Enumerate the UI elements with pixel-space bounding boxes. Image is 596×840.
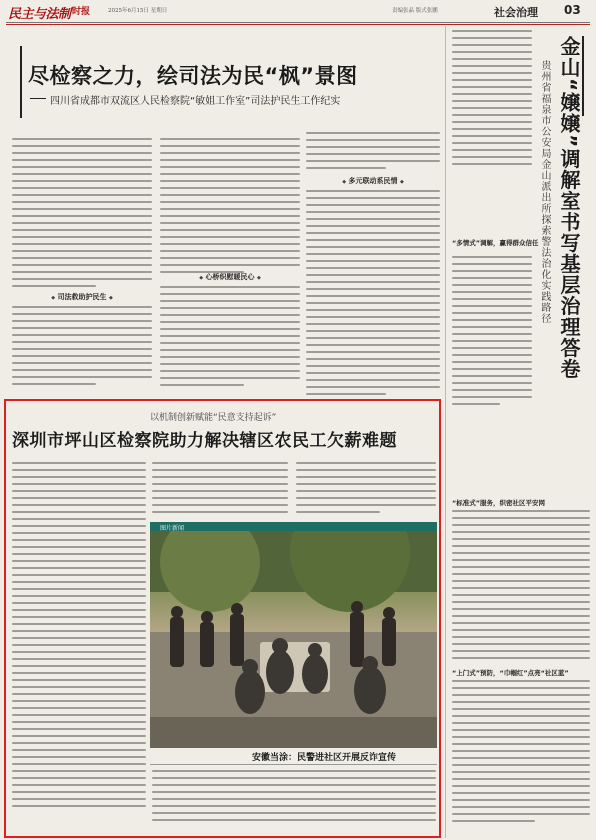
top-article-col-1b xyxy=(12,306,152,390)
bottom-article-title: 深圳市坪山区检察院助力解决辖区农民工欠薪难题 xyxy=(12,431,397,451)
top-article-col-2b xyxy=(160,286,300,391)
top-subhead-3-text: 心桥织慰暖民心 xyxy=(205,273,255,281)
right-article-col-a xyxy=(452,256,532,410)
top-article-col-3 xyxy=(306,132,440,174)
header-rule xyxy=(6,22,590,23)
top-article-col-1 xyxy=(12,138,152,292)
top-subhead-2-text: 多元联动系民情 xyxy=(348,177,398,185)
photo-caption-title: 安徽当涂：民警进社区开展反诈宣传 xyxy=(252,753,397,763)
right-article-col-c xyxy=(452,680,590,827)
column-divider xyxy=(445,26,446,838)
news-photo xyxy=(150,522,437,748)
top-subhead-1: ◆ 司法救助护民生 ◆ xyxy=(51,293,113,301)
photo-illustration xyxy=(150,522,437,748)
bottom-article-kicker: 以机制创新赋能“民意支持起诉” xyxy=(150,413,277,423)
right-article-col-b xyxy=(452,510,590,664)
top-subhead-2: ◆ 多元联动系民情 ◆ xyxy=(342,177,404,185)
page-number: 03 xyxy=(564,3,581,17)
section-title: 社会治理 xyxy=(494,6,538,19)
masthead-sub: 时报 xyxy=(72,7,91,17)
right-article-intro xyxy=(452,30,532,170)
right-subhead-1: “多情式”调解，赢得群众信任 xyxy=(452,239,539,247)
bottom-article-col-3 xyxy=(296,462,436,518)
top-subhead-3: ◆ 心桥织慰暖民心 ◆ xyxy=(199,273,261,281)
photo-caption-body xyxy=(152,770,436,826)
top-article-title: 尽检察之力，绘司法为民“枫”景图 xyxy=(28,64,358,88)
right-title-bar xyxy=(582,36,584,116)
photo-news-tag xyxy=(150,522,437,531)
bottom-article-col-1 xyxy=(12,462,146,812)
page-header xyxy=(0,0,596,24)
right-subhead-2: “标准式”服务，织密社区平安网 xyxy=(452,499,546,507)
editors-credit: 责编张晶 版式张鹏 xyxy=(392,8,438,14)
top-article-col-2 xyxy=(160,138,300,278)
bottom-article-col-2 xyxy=(152,462,288,518)
right-article-subtitle: 贵州省福泉市公安局金山派出所探索警法治化实践路径 xyxy=(539,60,550,324)
masthead: 民主与法制 xyxy=(8,7,71,22)
top-subhead-1-text: 司法救助护民生 xyxy=(57,293,107,301)
header-rule-red xyxy=(6,24,590,25)
right-subhead-3: “上门式”预防，“巾帼红”点亮“社区蓝” xyxy=(452,669,569,677)
top-article-col-3b xyxy=(306,190,440,400)
top-article-subtitle: 四川省成都市双流区人民检察院“敏姐工作室”司法护民生工作纪实 xyxy=(50,96,341,107)
issue-date: 2025年6月15日 星期日 xyxy=(108,8,168,14)
subtitle-dash xyxy=(30,98,46,99)
right-article-title: 金山“嬢嬢”调解室书写基层治理答卷 xyxy=(557,36,581,380)
caption-divider xyxy=(150,764,437,765)
photo-news-tag-text: 图片新闻 xyxy=(160,525,185,532)
